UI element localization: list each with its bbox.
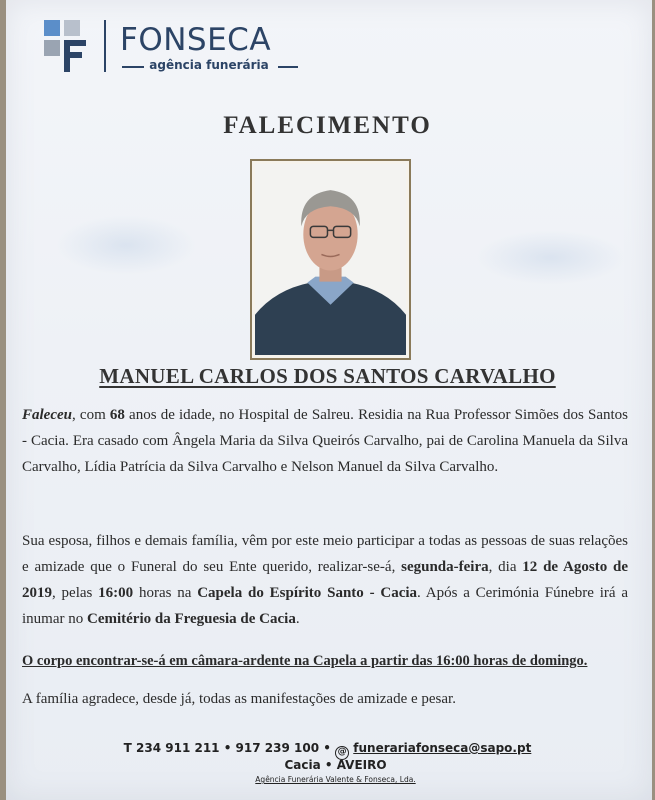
p2-text-4: horas na <box>133 585 198 601</box>
logo-divider <box>104 20 106 72</box>
funeral-date: 12 de Agosto de 2019 <box>22 559 629 601</box>
company-name: Agência Funerária Valente & Fonseca, Lda. <box>255 775 416 784</box>
fonseca-logo-mark-icon <box>42 18 90 74</box>
funeral-time: 16:00 <box>98 585 134 601</box>
email-link[interactable]: funerariafonseca@sapo.pt <box>353 741 532 755</box>
paragraph-thanks: A família agradece, desde já, todas as manifestações de amizade e pesar. <box>22 691 456 707</box>
paragraph-wake-notice: O corpo encontrar-se-á em câmara-ardente na Capela a partir das 16:00 horas de domingo. <box>22 653 588 669</box>
portrait-illustration <box>255 164 406 355</box>
tagline-rule-right <box>278 66 298 68</box>
location-line: Cacia • AVEIRO <box>284 758 387 772</box>
faleceu-word: Faleceu <box>22 407 72 423</box>
funeral-cemetery: Cemitério da Freguesia de Cacia <box>87 611 296 627</box>
notice-title: FALECIMENTO <box>223 112 432 139</box>
p2-text-3: , pelas <box>52 585 99 601</box>
deceased-photo-frame <box>250 159 411 360</box>
brand-tagline: agência funerária <box>149 58 269 72</box>
funeral-weekday: segunda-feira <box>401 559 489 575</box>
paragraph-funeral-details <box>22 528 628 632</box>
email-at-icon: @ <box>335 746 349 760</box>
paragraph-death-details <box>22 402 628 480</box>
p2-text-6: . <box>295 611 300 627</box>
p1-text-1: , com <box>72 407 110 423</box>
dove-watermark-right <box>476 230 626 285</box>
p2-text-2: , dia <box>488 559 523 575</box>
p2-text-5: . Após a Cerimónia Fúnebre irá a inumar no <box>22 585 628 627</box>
p1-text-2: anos de idade, no Hospital de Salreu. Residia na Rua Professor Simões dos Santos - Cacia. Era casado com Ângela Maria da Silva Queirós Carvalho, pai de Carolina Manuela da Silva Carvalho, Lídia Patrícia da Silva Carvalho e Nelson Manuel da Silva Carvalho. <box>22 407 628 475</box>
fonseca-logo <box>42 16 312 78</box>
brand-name: FONSECA <box>120 22 272 58</box>
phone-numbers: T 234 911 211 • 917 239 100 • <box>123 741 336 755</box>
dove-watermark-left <box>56 215 196 275</box>
age-value: 68 <box>109 407 125 423</box>
deceased-photo <box>255 164 406 355</box>
deceased-name <box>0 364 655 389</box>
p2-text-1: Sua esposa, filhos e demais família, vêm por este meio participar a todas as pessoas de suas relações e amizade que o Funeral do seu Ente querido, realizar-se-á, <box>22 533 628 575</box>
deceased-name-text: MANUEL CARLOS DOS SANTOS CARVALHO <box>99 364 556 388</box>
funeral-chapel: Capela do Espírito Santo - Cacia <box>197 585 418 601</box>
